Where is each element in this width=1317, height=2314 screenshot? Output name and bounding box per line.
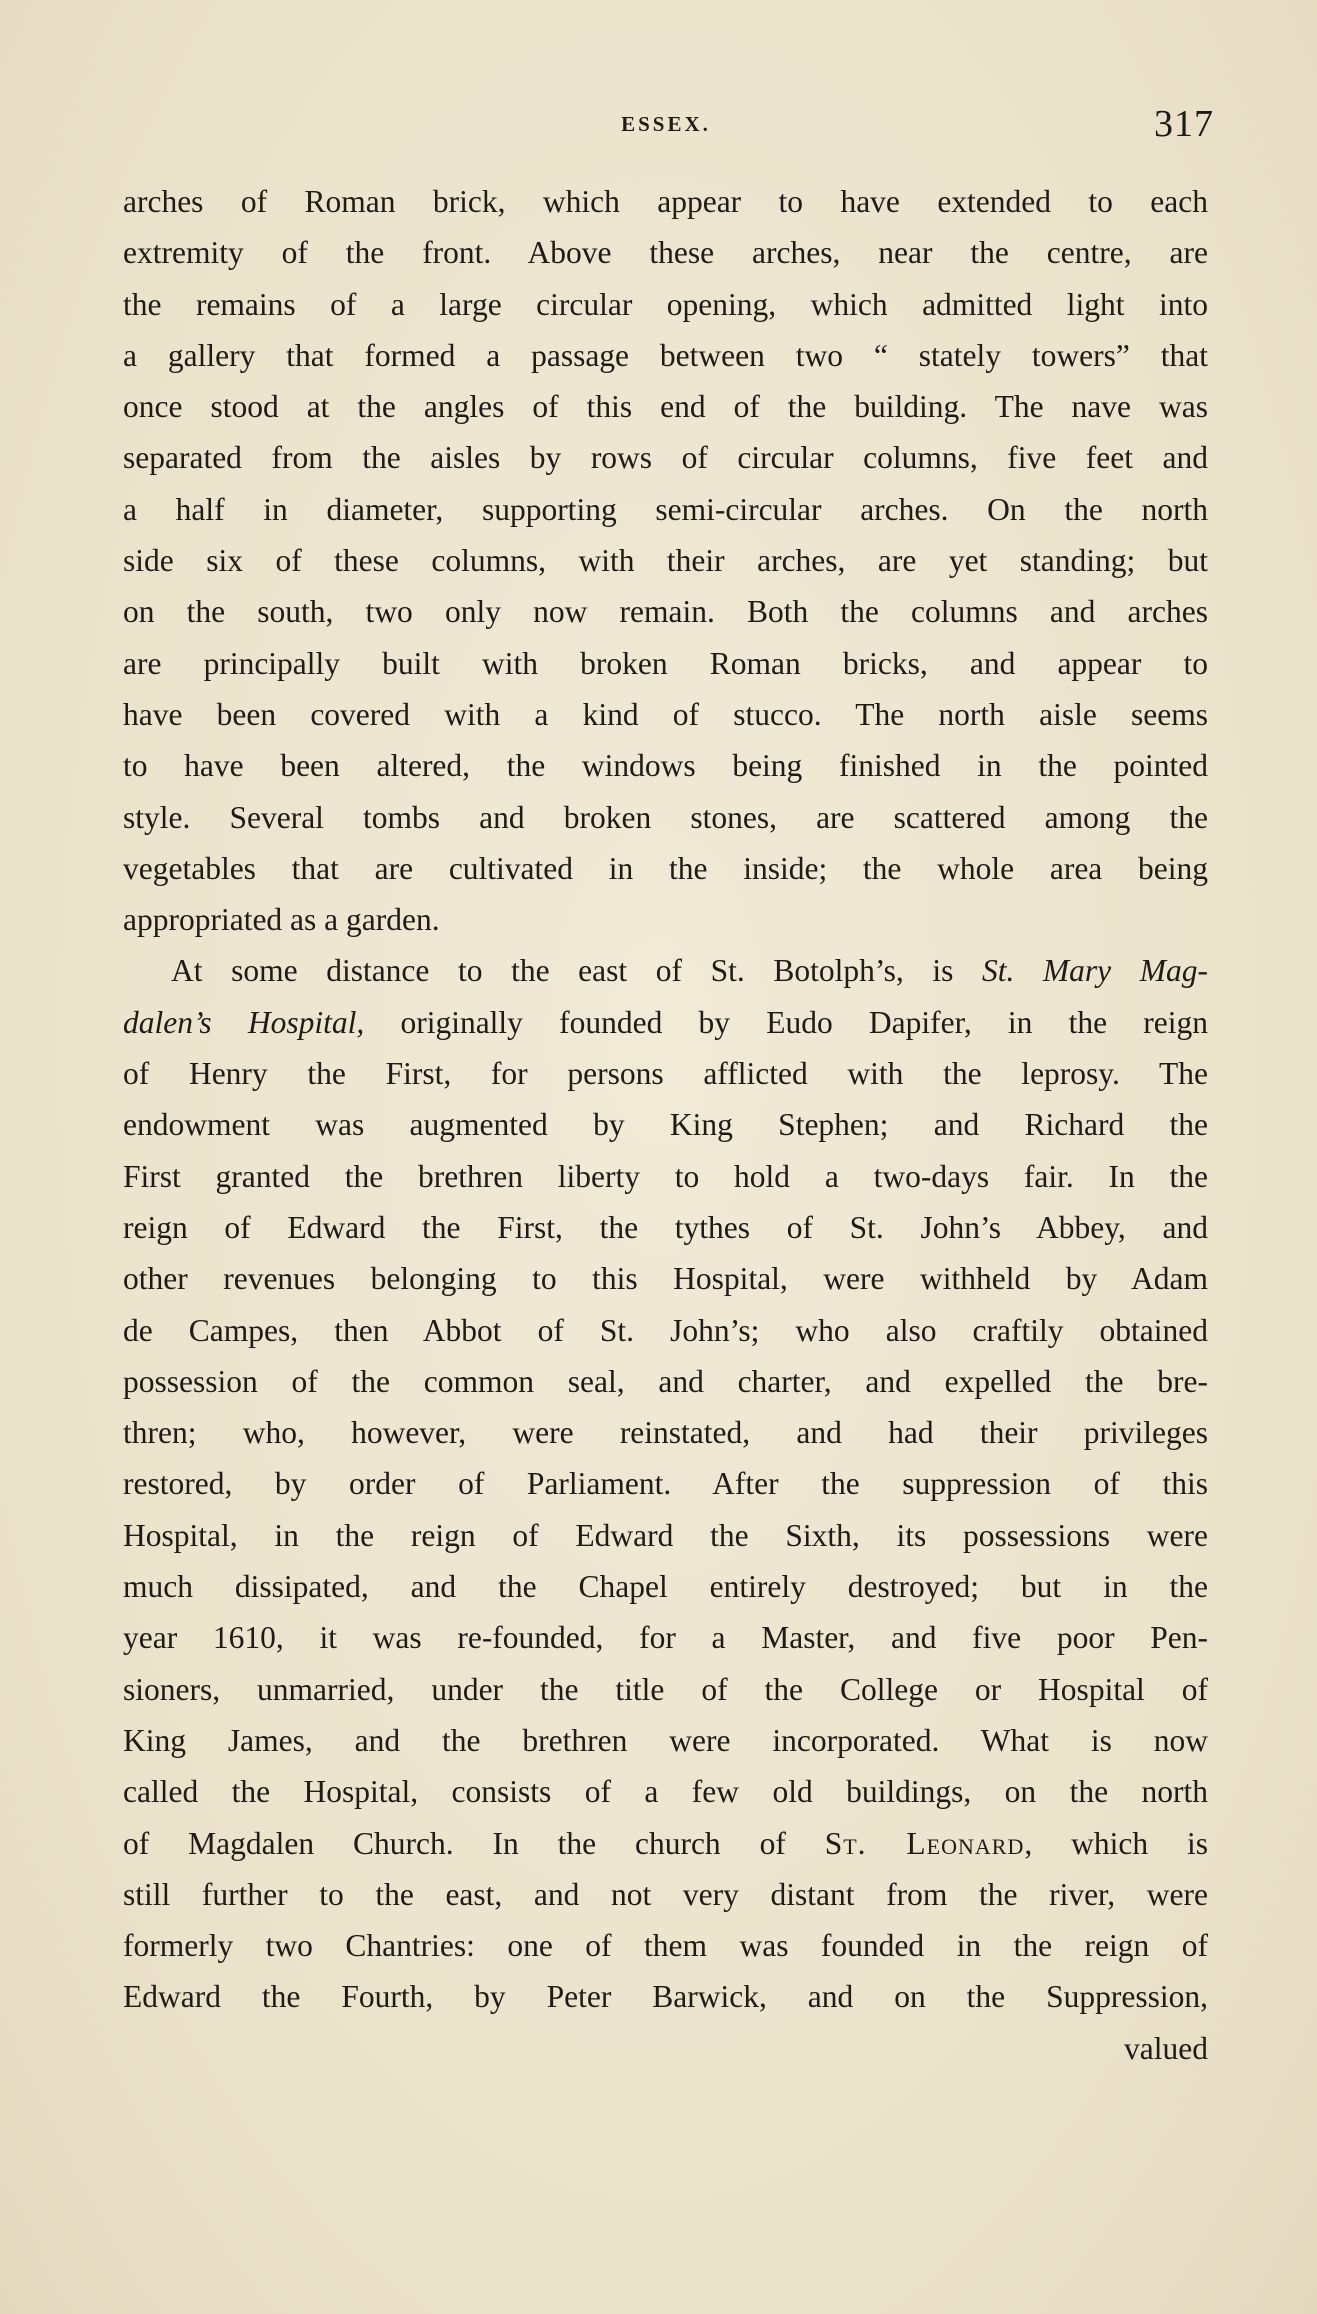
- text-line: the remains of a large circular opening, which admitted light into: [123, 286, 1208, 322]
- text-run: , which is: [1024, 1825, 1208, 1861]
- text-line: [123, 1818, 1208, 1869]
- text-line: are principally built with broken Roman bricks, and appear to: [123, 645, 1208, 681]
- text-line: year 1610, it was re-founded, for a Master, and five poor Pen-: [123, 1620, 1208, 1656]
- text-line: de Campes, then Abbot of St. John’s; who also craftily obtained: [123, 1312, 1208, 1348]
- text-line: a half in diameter, supporting semi-circular arches. On the north: [123, 491, 1208, 527]
- italic-hospital-name-continued: dalen’s Hospital,: [123, 1004, 365, 1040]
- text-line: possession of the common seal, and charter, and expelled the bre-: [123, 1363, 1208, 1399]
- text-line: King James, and the brethren were incorporated. What is now: [123, 1722, 1208, 1758]
- page-number: 317: [1154, 103, 1214, 145]
- text-line-paragraph-start: [123, 945, 1208, 996]
- text-line: Hospital, in the reign of Edward the Sixth, its possessions were: [123, 1517, 1208, 1553]
- text-line: have been covered with a kind of stucco. The north aisle seems: [123, 696, 1208, 732]
- page-header: [118, 103, 1214, 148]
- text-line: First granted the brethren liberty to hold a two-days fair. In the: [123, 1158, 1208, 1194]
- catchword: valued: [1124, 2030, 1208, 2066]
- text-run: At some distance to the east of St. Botolph’s, is: [171, 953, 982, 989]
- text-line: reign of Edward the First, the tythes of St. John’s Abbey, and: [123, 1209, 1208, 1245]
- text-line: to have been altered, the windows being finished in the pointed: [123, 748, 1208, 784]
- text-line: style. Several tombs and broken stones, are scattered among the: [123, 799, 1208, 835]
- text-line: Edward the Fourth, by Peter Barwick, and on the Suppression,: [123, 1979, 1208, 2015]
- text-run: originally founded by Eudo Dapifer, in the reign: [364, 1004, 1209, 1040]
- text-line: side six of these columns, with their arches, are yet standing; but: [123, 543, 1208, 579]
- italic-hospital-name: St. Mary Mag-: [981, 953, 1208, 989]
- text-line: arches of Roman brick, which appear to have extended to each: [123, 184, 1208, 219]
- text-line: other revenues belonging to this Hospital, were withheld by Adam: [123, 1261, 1208, 1297]
- text-line: vegetables that are cultivated in the inside; the whole area being: [123, 850, 1208, 886]
- running-head: ESSEX.: [621, 112, 711, 136]
- text-line: thren; who, however, were reinstated, and had their privileges: [123, 1415, 1208, 1451]
- text-line: still further to the east, and not very distant from the river, were: [123, 1876, 1208, 1912]
- text-line: separated from the aisles by rows of circular columns, five feet and: [123, 440, 1208, 476]
- text-line: of Henry the First, for persons afflicted with the leprosy. The: [123, 1056, 1208, 1092]
- text-line: [123, 997, 1208, 1048]
- text-line: endowment was augmented by King Stephen; and Richard the: [123, 1107, 1208, 1143]
- text-line-paragraph-end: appropriated as a garden.: [123, 902, 440, 938]
- text-line: on the south, two only now remain. Both the columns and arches: [123, 594, 1208, 630]
- text-line: formerly two Chantries: one of them was founded in the reign of: [123, 1928, 1208, 1964]
- text-line: called the Hospital, consists of a few old buildings, on the north: [123, 1774, 1208, 1810]
- body-text: [123, 176, 1208, 2074]
- text-line: extremity of the front. Above these arches, near the centre, are: [123, 235, 1208, 271]
- text-line: restored, by order of Parliament. After the suppression of this: [123, 1466, 1208, 1502]
- text-line: a gallery that formed a passage between two “ stately towers” that: [123, 337, 1208, 373]
- text-line: once stood at the angles of this end of the building. The nave was: [123, 389, 1208, 425]
- text-line: much dissipated, and the Chapel entirely destroyed; but in the: [123, 1569, 1208, 1605]
- text-line: sioners, unmarried, under the title of the College or Hospital of: [123, 1671, 1208, 1707]
- small-caps-church-name: St. Leonard: [824, 1825, 1025, 1861]
- text-run: of Magdalen Church. In the church of: [123, 1825, 825, 1861]
